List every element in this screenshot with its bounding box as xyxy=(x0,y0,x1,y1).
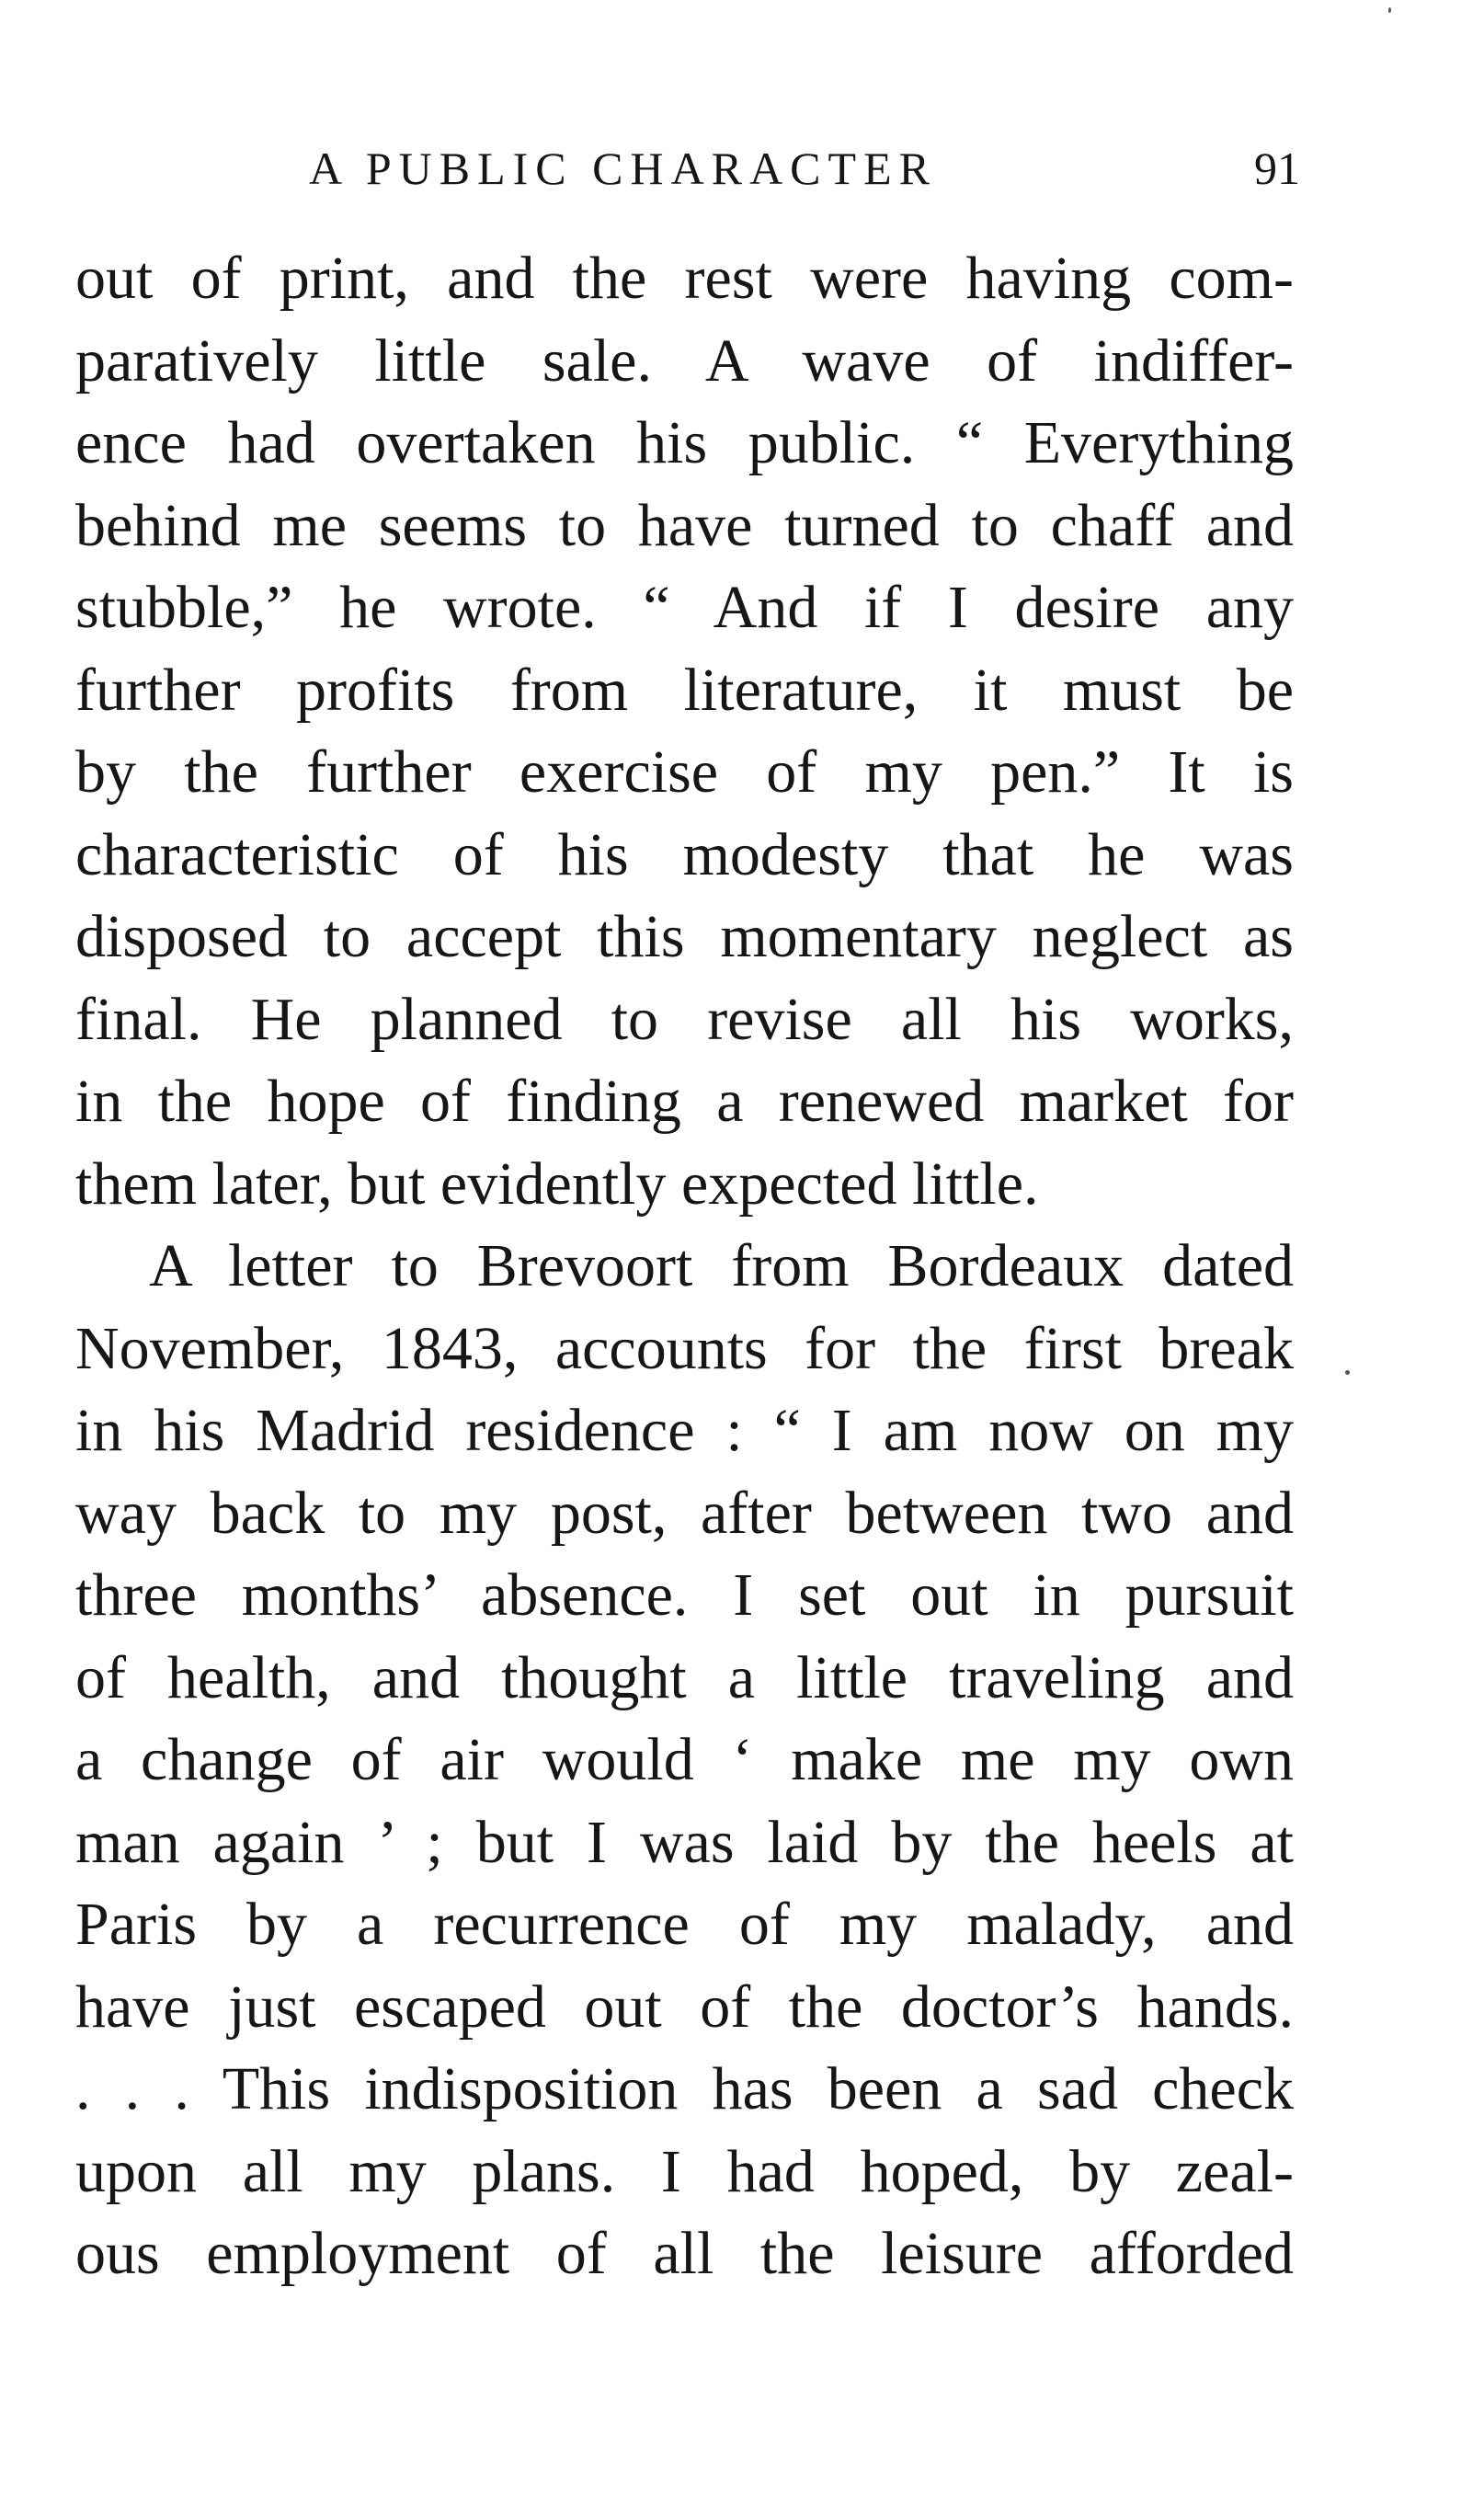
text-line: behind me seems to have turned to chaff and xyxy=(75,491,1294,559)
text-line: three months’ absence. I set out in pursuit xyxy=(75,1561,1294,1629)
paper-speck xyxy=(1388,7,1391,13)
running-head xyxy=(0,136,1484,200)
text-line: disposed to accept this momentary neglect as xyxy=(75,903,1294,970)
text-line: Paris by a recurrence of my malady, and xyxy=(75,1891,1294,1958)
text-line: ous employment of all the leisure afforded xyxy=(75,2220,1294,2287)
text-line: by the further exercise of my pen.” It is xyxy=(75,738,1294,806)
page-number: 91 xyxy=(1254,143,1300,194)
text-line: characteristic of his modesty that he was xyxy=(75,820,1294,888)
text-line: a change of air would ‘ make me my own xyxy=(75,1726,1294,1793)
text-line: paratively little sale. A wave of indiffer- xyxy=(75,326,1294,395)
text-line: A letter to Brevoort from Bordeaux dated xyxy=(149,1232,1294,1299)
text-line: upon all my plans. I had hoped, by zeal- xyxy=(75,2137,1294,2205)
text-line: . . . This indisposition has been a sad check xyxy=(75,2055,1294,2122)
text-line: in his Madrid residence : “ I am now on my xyxy=(75,1397,1294,1464)
text-line: them later, but evidently expected little. xyxy=(75,1149,1039,1218)
paper-speck xyxy=(1345,1370,1350,1375)
running-title: A PUBLIC CHARACTER xyxy=(309,143,937,194)
text-line: have just escaped out of the doctor’s hands. xyxy=(75,1973,1294,2041)
text-line: man again ’ ; but I was laid by the heels at xyxy=(75,1808,1294,1876)
text-line: ence had overtaken his public. “ Everything xyxy=(75,409,1294,476)
text-line: stubble,” he wrote. “ And if I desire any xyxy=(75,574,1294,641)
text-line: final. He planned to revise all his works, xyxy=(75,985,1294,1053)
text-line: out of print, and the rest were having com- xyxy=(75,245,1294,312)
text-line: further profits from literature, it must be xyxy=(75,656,1294,724)
text-line: of health, and thought a little traveling and xyxy=(75,1643,1294,1711)
text-line: in the hope of finding a renewed market for xyxy=(75,1068,1294,1135)
body-text xyxy=(75,237,1294,2295)
text-line: November, 1843, accounts for the first break xyxy=(75,1314,1294,1382)
text-line: way back to my post, after between two and xyxy=(75,1479,1294,1547)
